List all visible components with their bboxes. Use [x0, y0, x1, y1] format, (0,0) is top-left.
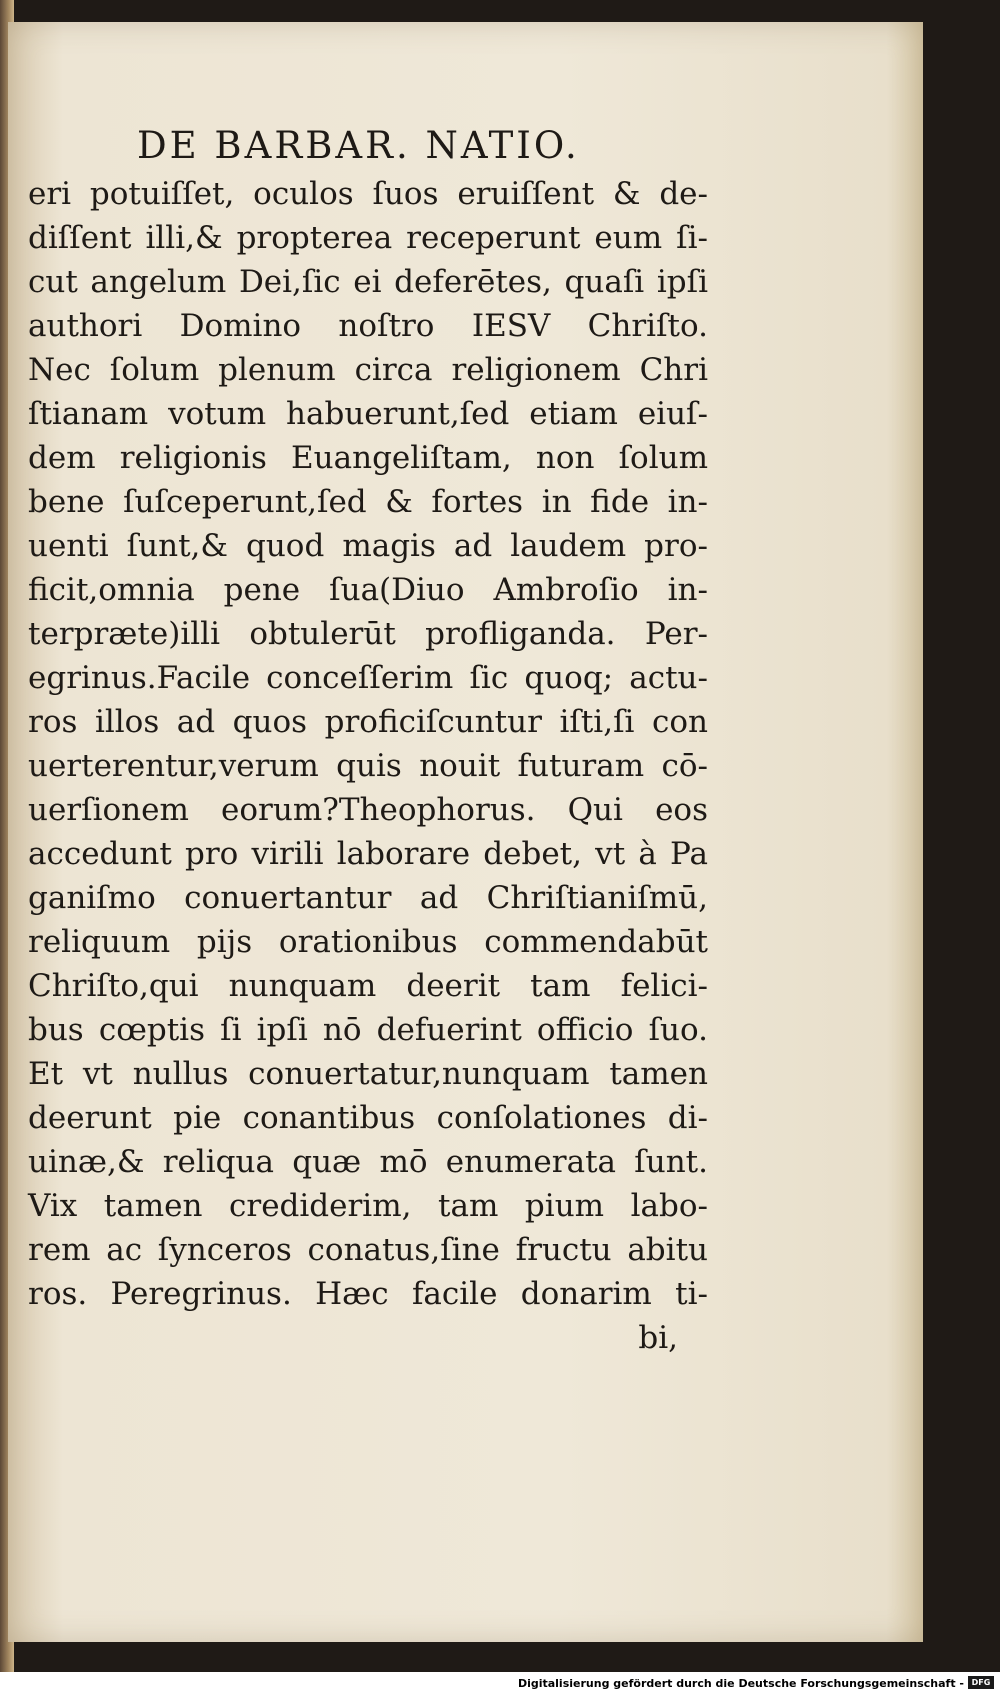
text-line: uenti ſunt,& quod magis ad laudem pro-	[28, 528, 708, 564]
text-line: ganiſmo conuertantur ad Chriſtianiſmū,	[28, 880, 708, 916]
text-line: cut angelum Dei,ſic ei deferētes, quaſi ipſi	[28, 264, 708, 300]
text-line: diſſent illi,& propterea receperunt eum ſi-	[28, 220, 708, 256]
text-line: uerſionem eorum?Theophorus. Qui eos	[28, 792, 708, 828]
catchword: bi,	[638, 1320, 678, 1356]
text-line: Vix tamen crediderim, tam pium labo-	[28, 1188, 708, 1224]
text-line: bene ſuſceperunt,ſed & fortes in fide in-	[28, 484, 708, 520]
text-line: authori Domino noſtro IESV Chriſto.	[28, 308, 708, 344]
dfg-logo: DFG	[968, 1676, 994, 1689]
page-text-block	[28, 172, 708, 1360]
text-line: ſtianam votum habuerunt,ſed etiam eiuſ-	[28, 396, 708, 432]
text-line: Nec ſolum plenum circa religionem Chri	[28, 352, 708, 388]
text-line: bus cœptis ſi ipſi nō defuerint officio ſuo.	[28, 1012, 708, 1048]
text-line: uinæ,& reliqua quæ mō enumerata ſunt.	[28, 1144, 708, 1180]
text-line: ros. Peregrinus. Hæc facile donarim ti-	[28, 1276, 708, 1312]
text-line: egrinus.Facile conceſſerim ſic quoq; actu-	[28, 660, 708, 696]
text-line: terpræte)illi obtulerūt profliganda. Per-	[28, 616, 708, 652]
text-line: deerunt pie conantibus conſolationes di-	[28, 1100, 708, 1136]
text-line: uerterentur,verum quis nouit futuram cō-	[28, 748, 708, 784]
text-line: accedunt pro virili laborare debet, vt à Pa	[28, 836, 708, 872]
text-line: reliquum pijs orationibus commendabūt	[28, 924, 708, 960]
running-header: DE BARBAR. NATIO.	[137, 124, 580, 167]
text-line: Et vt nullus conuertatur,nunquam tamen	[28, 1056, 708, 1092]
text-line: dem religionis Euangeliſtam, non ſolum	[28, 440, 708, 476]
footer-bar	[0, 1672, 1000, 1694]
text-line: ficit,omnia pene ſua(Diuo Ambroſio in-	[28, 572, 708, 608]
text-line: eri potuiſſet, oculos ſuos eruiſſent & de-	[28, 176, 708, 212]
text-line: Chriſto,qui nunquam deerit tam felici-	[28, 968, 708, 1004]
funding-credit: Digitalisierung gefördert durch die Deutsche Forschungsgemeinschaft -	[517, 1677, 964, 1690]
text-line: ros illos ad quos proficiſcuntur iſti,ſi con	[28, 704, 708, 740]
text-line: rem ac ſynceros conatus,ſine fructu abitu	[28, 1232, 708, 1268]
